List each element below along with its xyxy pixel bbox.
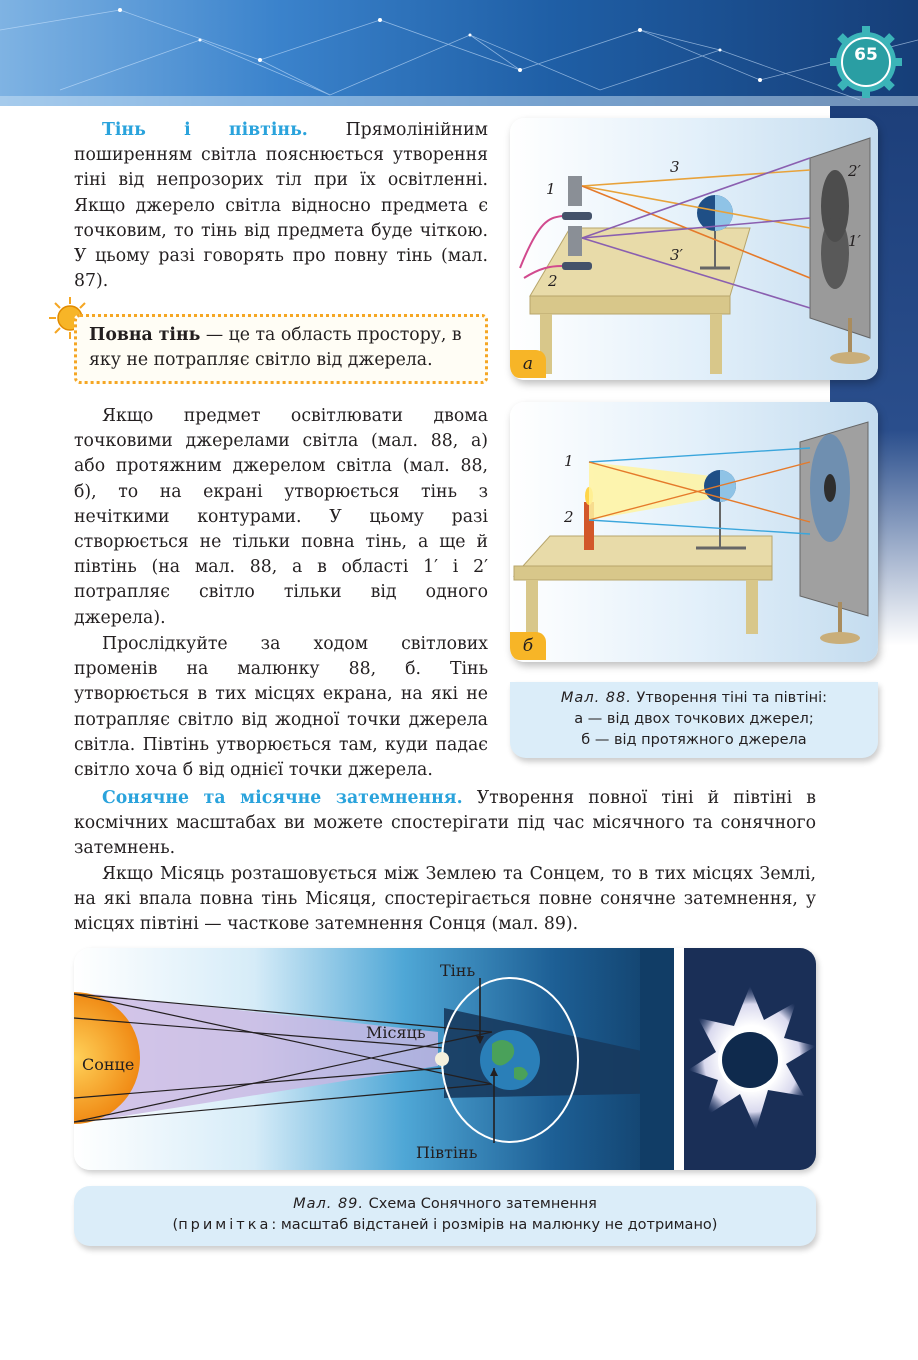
panel-label: б (510, 632, 546, 660)
ray-label: 1′ (848, 232, 861, 250)
paragraph-two-sources (74, 404, 488, 631)
solar-eclipse-diagram (74, 948, 816, 1170)
figure-88b (510, 402, 878, 662)
paragraph-text: Якщо Місяць розташовується між Землею та Сонцем, то в тих місцях Землі, на які впала повна тінь Місяця, спостерігається повне сонячне затемнення, у місцях півтіні — часткове затемнення Сонця (мал. 89). (74, 864, 816, 935)
star-network-decoration (0, 0, 918, 106)
figure-89-caption: Мал. 89. Схема Сонячного затемнення (примітка: масштаб відстаней і розмірів на малюнку не дотримано) (74, 1186, 816, 1246)
source-label: 2 (564, 508, 574, 526)
intro-text: Прямолінійним поширенням світла пояснюється утворення тіні від непрозорих тіл при їх освітленні. Якщо джерело світла відносно предмета є точковим, то тінь від предмета буде чіткою. У цьому разі говорять про повну тінь (мал. 87). (74, 120, 488, 292)
shadow-two-sources-illustration (510, 118, 878, 380)
shadow-extended-source-illustration (510, 402, 878, 662)
caption-title: Утворення тіні та півтіні: (631, 690, 828, 706)
figure-88-caption (510, 682, 878, 758)
definition-term: Повна тінь (89, 325, 201, 345)
caption-note-word: примітка (178, 1217, 272, 1233)
page-number: 65 (854, 45, 878, 65)
paragraph-eclipse (74, 862, 816, 938)
section-eclipse (74, 786, 816, 862)
caption-note-text: : масштаб відстаней і розмірів на малюнку не дотримано) (271, 1217, 718, 1233)
paragraph-text: Прослідкуйте за ходом світлових променів на малюнку 88, б. Тінь утворюється в тих місцях екрана, на які не потрапляє світло від жодної точки джерела світла. Півтінь утворюється там, куди падає світло хоча б від однієї точки джерела. (74, 634, 488, 781)
section-heading: Сонячне та місячне затемнення. (102, 788, 463, 808)
section-text: Утворення повної тіні й півтіні в космічних масштабах ви можете спостерігати під час місячного та сонячного затемнень. (74, 788, 816, 859)
caption-number: Мал. 88. (560, 690, 632, 706)
shadow-label: Тінь (440, 961, 476, 980)
section-intro (74, 118, 488, 294)
caption-number: Мал. 89. (293, 1196, 365, 1212)
ray-label: 2′ (848, 162, 861, 180)
penumbra-label: Півтінь (416, 1143, 478, 1162)
moon-label: Місяць (366, 1023, 426, 1042)
section-heading: Тінь і півтінь. (102, 120, 308, 140)
definition-text: — це та область простору, в яку не потрапляє світло від джерела. (89, 325, 462, 370)
ray-label: 1 (546, 180, 556, 198)
caption-line: б — від протяжного джерела (581, 732, 807, 748)
ray-label: 3′ (670, 246, 683, 264)
figure-88a (510, 118, 878, 380)
caption-line: а — від двох точкових джерел; (574, 711, 814, 727)
source-label: 1 (564, 452, 574, 470)
ray-label: 2 (548, 272, 558, 290)
paragraph-rays (74, 632, 488, 783)
paragraph-text: Якщо предмет освітлювати двома точковими джерелами світла (мал. 88, а) або протяжним джерелом світла (мал. 88, б), то на екрані утворюється тінь з нечіткими контурами. У цьому разі створюється не тільки повна тінь, а ще й півтінь (на мал. 88, а в області 1′ і 2′ потрапляє світло тільки від одного джерела). (74, 406, 488, 628)
caption-title: Схема Сонячного затемнення (364, 1196, 597, 1212)
figure-89 (74, 948, 816, 1170)
sun-label: Сонце (82, 1055, 135, 1074)
panel-label: а (510, 350, 546, 378)
page-header (0, 0, 918, 106)
ray-label: 3 (670, 158, 680, 176)
definition-box (74, 314, 488, 384)
